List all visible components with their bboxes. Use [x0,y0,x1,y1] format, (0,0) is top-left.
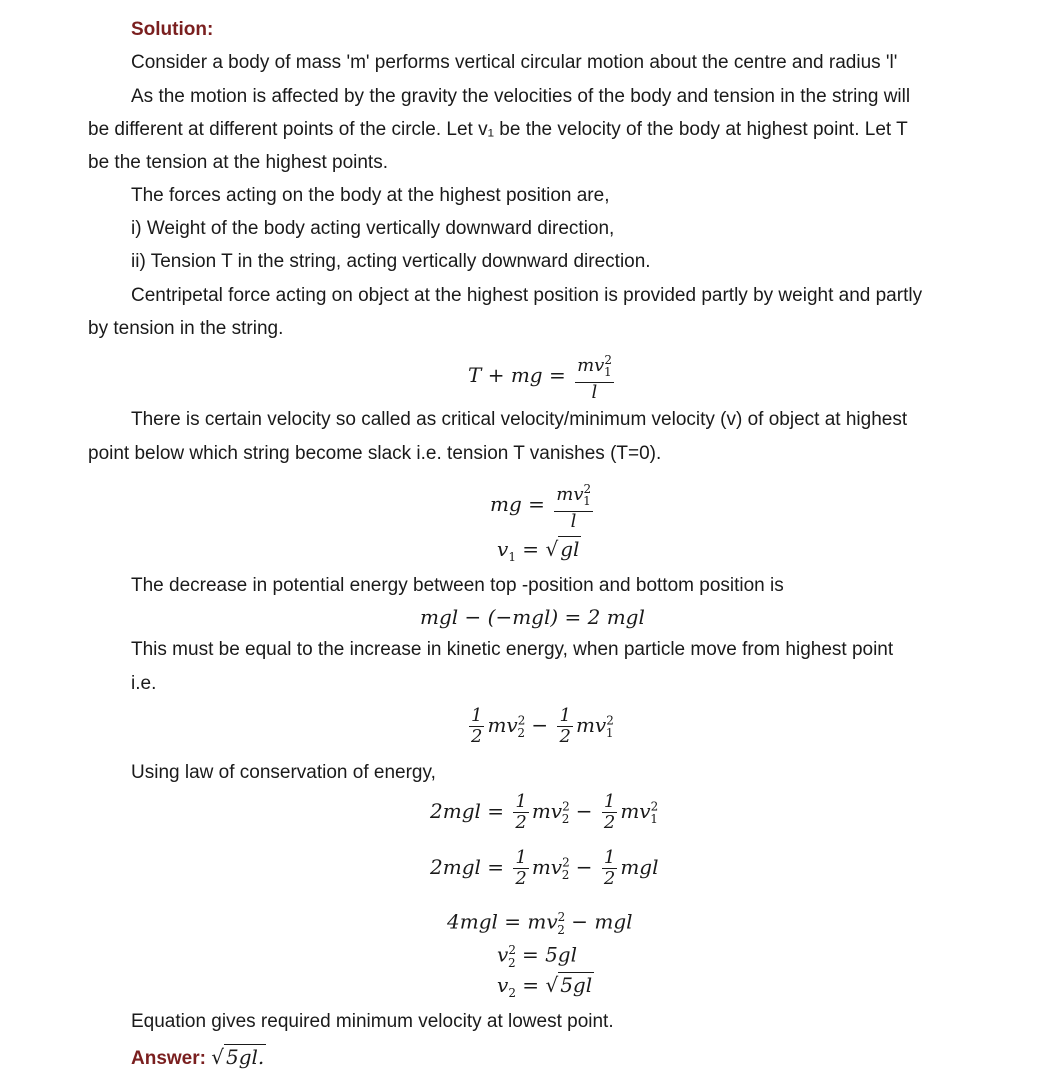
paragraph: The forces acting on the body at the highest position are, [131,185,610,206]
paragraph: Using law of conservation of energy, [131,762,436,783]
paragraph: be different at different points of the circle. Let v₁ be the velocity of the body at highest point. Let T [88,119,908,140]
equation-tension: T + mg = $\frac{mv^2_1}{l}$ [468,350,617,403]
answer-label: Answer: [131,1048,206,1069]
solution-heading: Solution: [131,19,214,40]
paragraph: point below which string become slack i.e. tension T vanishes (T=0). [88,443,662,464]
equation-energy-2: 2mgl = $\frac{1}{2}$ $mv^2_2$ − $\frac{1}{2}$ mgl [430,847,659,889]
equation-v2: $v_2$ = √ 5gl [497,973,593,1000]
equation-kinetic-energy: $\frac{1}{2}$ $mv^2_2$ − $\frac{1}{2}$ $mv^2_1$ [471,705,614,747]
answer-value: √ 5gl. [211,1045,265,1069]
paragraph: This must be equal to the increase in kinetic energy, when particle move from highest point [131,639,894,660]
paragraph: Consider a body of mass 'm' performs vertical circular motion about the centre and radius 'l' [131,52,898,73]
paragraph: The decrease in potential energy between top -position and bottom position is [131,575,784,596]
equation-energy-3: $4mgl = mv^2_2$ − mgl [447,909,633,937]
paragraph: As the motion is affected by the gravity the velocities of the body and tension in the string will [131,86,911,107]
equation-energy-4: $v^2_2 = 5gl$ [497,942,577,970]
paragraph: by tension in the string. [88,318,284,339]
equation-potential-energy: mgl − (−mgl) = 2 mgl [420,605,645,629]
paragraph: i.e. [131,673,157,694]
paragraph: Centripetal force acting on object at the highest position is provided partly by weight and partly [131,285,923,306]
paragraph: Equation gives required minimum velocity at lowest point. [131,1011,614,1032]
paragraph: be the tension at the highest points. [88,152,388,173]
equation-energy-1: 2mgl = $\frac{1}{2}$ $mv^2_2$ − $\frac{1}{2}$ $mv^2_1$ [430,791,659,833]
equation-critical: mg = $\frac{mv^2_1}{l}$ [490,479,596,532]
answer-line [131,1045,266,1071]
paragraph: There is certain velocity so called as critical velocity/minimum velocity (v) of object at highest [131,409,908,430]
list-item: i) Weight of the body acting vertically downward direction, [131,218,615,239]
list-item: ii) Tension T in the string, acting vertically downward direction. [131,251,651,272]
equation-v1: $v_1$ = √ gl [497,537,580,564]
